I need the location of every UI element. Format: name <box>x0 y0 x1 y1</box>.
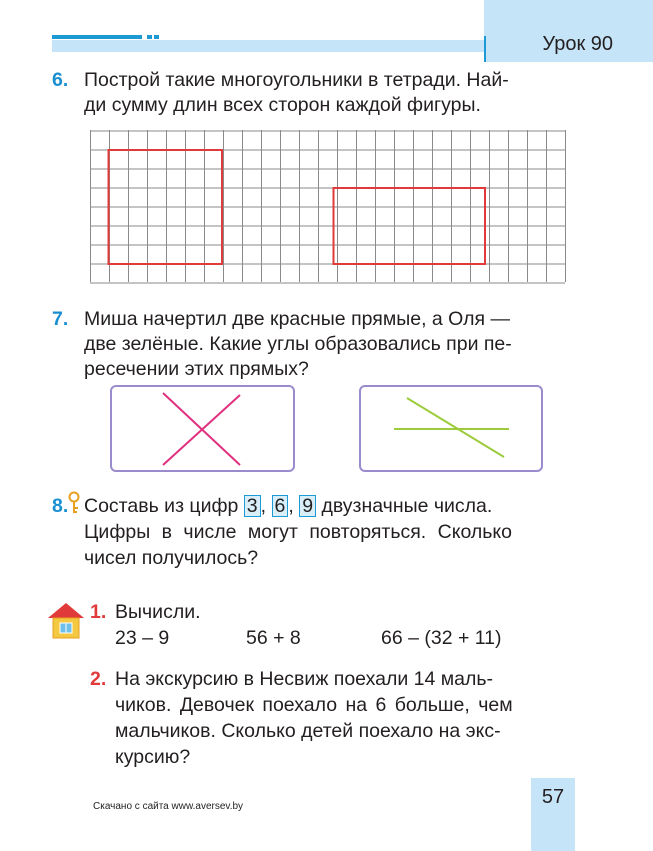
task-7-number: 7. <box>52 308 69 330</box>
task-8-line-1 <box>84 494 492 518</box>
task-7-line-2: две зелёные. Какие углы образовались при пе- <box>84 333 512 355</box>
header-band <box>52 40 484 52</box>
homework-2-line-3: мальчиков. Сколько детей поехало на экс- <box>115 720 501 742</box>
task-8-prefix: Составь из цифр <box>84 495 239 517</box>
expression: 23 – 9 <box>115 627 170 649</box>
key-icon <box>66 491 82 515</box>
green-lines-figure <box>359 385 543 472</box>
task-8-number: 8. <box>52 495 69 517</box>
download-credit: Скачано с сайта www.aversev.by <box>93 801 244 812</box>
grid-lines <box>90 130 566 283</box>
task-8-line-3: чисел получилось? <box>84 547 259 569</box>
task-7-line-1: Миша начертил две красные прямые, а Оля — <box>84 308 510 330</box>
green-line <box>407 398 504 457</box>
page-number: 57 <box>541 786 565 808</box>
homework-2-line-1: На экскурсию в Несвиж поехали 14 маль- <box>115 668 494 690</box>
homework-2-line-4: курсию? <box>115 746 191 768</box>
lesson-tab-marker <box>484 36 486 62</box>
lesson-title: Урок 90 <box>542 33 613 55</box>
expression: 66 – (32 + 11) <box>381 627 502 649</box>
task-7-line-3: ресечении этих прямых? <box>84 358 309 380</box>
task-6-line-2: ди сумму длин всех сторон каждой фигуры. <box>84 94 481 116</box>
homework-2-line-2: чиков. Девочек поехало на 6 больше, чем <box>115 694 513 716</box>
header-accent-dot <box>154 35 159 39</box>
homework-2-number: 2. <box>90 668 107 690</box>
task-8-line-2: Цифры в числе могут повторяться. Сколько <box>84 521 513 543</box>
separator: , <box>260 495 267 517</box>
house-icon <box>46 600 86 640</box>
homework-1-title: Вычисли. <box>115 601 201 623</box>
task-8-suffix: двузначные числа. <box>321 495 493 517</box>
grid-figure <box>90 130 580 285</box>
separator: , <box>288 495 294 517</box>
header-accent-line <box>52 35 142 39</box>
digit-box: 6 <box>272 495 289 517</box>
homework-1-number: 1. <box>90 601 107 623</box>
expression: 56 + 8 <box>246 627 301 649</box>
header-accent-dot <box>147 35 152 39</box>
red-lines-figure <box>110 385 295 472</box>
digit-box: 9 <box>299 495 316 517</box>
task-6-line-1: Построй такие многоугольники в тетради. Най- <box>84 69 509 91</box>
task-6-number: 6. <box>52 69 69 91</box>
digit-box: 3 <box>244 495 261 517</box>
